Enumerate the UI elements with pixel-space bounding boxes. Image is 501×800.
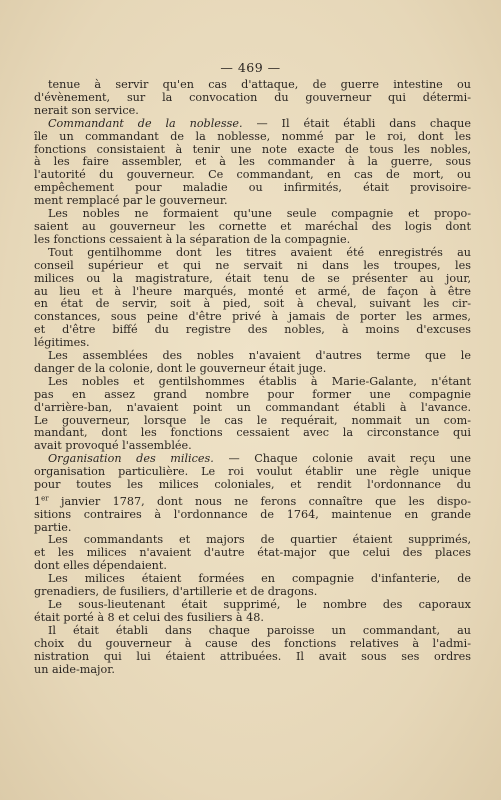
text-line — [34, 664, 471, 677]
line-text: les fonctions cessaient à la séparation de la compagnie. — [34, 232, 351, 246]
paragraph — [34, 376, 471, 453]
line-text: à les faire assembler, et à les commander à la guerre, sous — [34, 155, 471, 169]
paragraph — [34, 208, 471, 247]
line-text: Tout gentilhomme dont les titres avaient été enregistrés au — [48, 245, 471, 259]
line-text: — Chaque colonie avait reçu une — [228, 452, 471, 466]
paragraph — [34, 79, 471, 118]
line-text: Le sous-lieutenant était supprimé, le nombre des caporaux — [48, 597, 471, 611]
line-text: légitimes. — [34, 336, 90, 350]
line-text: Le gouverneur, lorsque le cas le requérait, nommait un com- — [34, 413, 471, 427]
text-line — [34, 479, 471, 492]
line-text: saient au gouverneur les cornette et maréchal des logis dont — [34, 219, 471, 233]
page-number: — 469 — — [220, 60, 281, 75]
paragraph — [34, 350, 471, 376]
paragraph — [34, 573, 471, 599]
line-text: Les assemblées des nobles n'avaient d'autres terme que le — [48, 349, 471, 363]
paragraph — [34, 625, 471, 677]
section-heading: Organisation des milices. — [48, 452, 214, 466]
line-text: au lieu et à l'heure marqués, monté et armé, de façon à être — [34, 284, 471, 298]
line-text: et les milices n'avaient d'autre état-major que celui des places — [34, 546, 471, 560]
text-line — [34, 492, 471, 509]
line-text: île un commandant de la noblesse, nommé par le roi, dont les — [34, 129, 471, 143]
paragraph — [34, 247, 471, 350]
line-text: dont elles dépendaient. — [34, 559, 167, 573]
paragraph — [34, 599, 471, 625]
line-text: avait provoqué l'assemblée. — [34, 439, 192, 453]
line-text: milices ou la magistrature, était tenu de se présenter au jour, — [34, 271, 471, 285]
line-text: Les nobles ne formaient qu'une seule compagnie et propo- — [48, 207, 471, 221]
paragraph — [34, 534, 471, 573]
line-text: Les nobles et gentilshommes établis à Marie-Galante, n'étant — [48, 374, 471, 388]
line-text: d'évènement, sur la convocation du gouverneur qui détermi- — [34, 90, 471, 104]
section-heading: Commandant de la noblesse. — [48, 116, 243, 130]
line-text: pour toutes les milices coloniales, et rendit l'ordonnance du — [34, 478, 471, 492]
paragraph — [34, 118, 471, 208]
line-text: d'arrière-ban, n'avaient point un commandant établi à l'avance. — [34, 400, 471, 414]
line-text: un aide-major. — [34, 662, 115, 676]
line-text: Les commandants et majors de quartier étaient supprimés, — [48, 533, 471, 547]
line-text: Les milices étaient formées en compagnie d'infanterie, de — [48, 572, 471, 586]
body-text — [34, 79, 471, 676]
line-text: grenadiers, de fusiliers, d'artillerie et de dragons. — [34, 585, 318, 599]
line-text: empêchement pour maladie ou infirmités, était provisoire- — [34, 181, 471, 195]
paragraph — [34, 453, 471, 534]
text-line — [34, 324, 471, 337]
line-text: partie. — [34, 520, 72, 534]
line-text: organisation particulière. Le roi voulut établir une règle unique — [34, 465, 471, 479]
line-text: mandant, dont les fonctions cessaient avec la circonstance qui — [34, 426, 471, 440]
line-text: conseil supérieur et qui ne servait ni dans les troupes, les — [34, 258, 471, 272]
line-text: en état de servir, soit à pied, soit à cheval, suivant les cir- — [34, 297, 471, 311]
line-text: 1er janvier 1787, dont nous ne ferons connaître que les dispo- — [34, 494, 471, 508]
text-line — [34, 509, 471, 522]
line-text: et d'être biffé du registre des nobles, à moins d'excuses — [34, 323, 471, 337]
line-text: sitions contraires à l'ordonnance de 1764, maintenue en grande — [34, 507, 471, 521]
line-text: fonctions consistaient à tenir une note exacte de tous les nobles, — [34, 142, 471, 156]
line-text: tenue à servir qu'en cas d'attaque, de guerre intestine ou — [48, 78, 471, 91]
line-text: danger de la colonie, dont le gouverneur était juge. — [34, 361, 327, 375]
line-text: ment remplacé par le gouverneur. — [34, 194, 228, 208]
line-text: nerait son service. — [34, 103, 139, 117]
line-text: choix du gouverneur à cause des fonctions relatives à l'admi- — [34, 636, 471, 650]
line-text: constances, sous peine d'être privé à jamais de porter les armes, — [34, 310, 471, 324]
line-text: Il était établi dans chaque paroisse un commandant, au — [48, 623, 471, 637]
line-text: nistration qui lui étaient attribuées. Il avait sous ses ordres — [34, 649, 471, 663]
line-text: l'autorité du gouverneur. Ce commandant, en cas de mort, ou — [34, 168, 471, 182]
line-text: pas en assez grand nombre pour former une compagnie — [34, 387, 471, 401]
line-text: — Il était établi dans chaque — [256, 116, 471, 130]
line-text: était porté à 8 et celui des fusiliers à 48. — [34, 610, 264, 624]
